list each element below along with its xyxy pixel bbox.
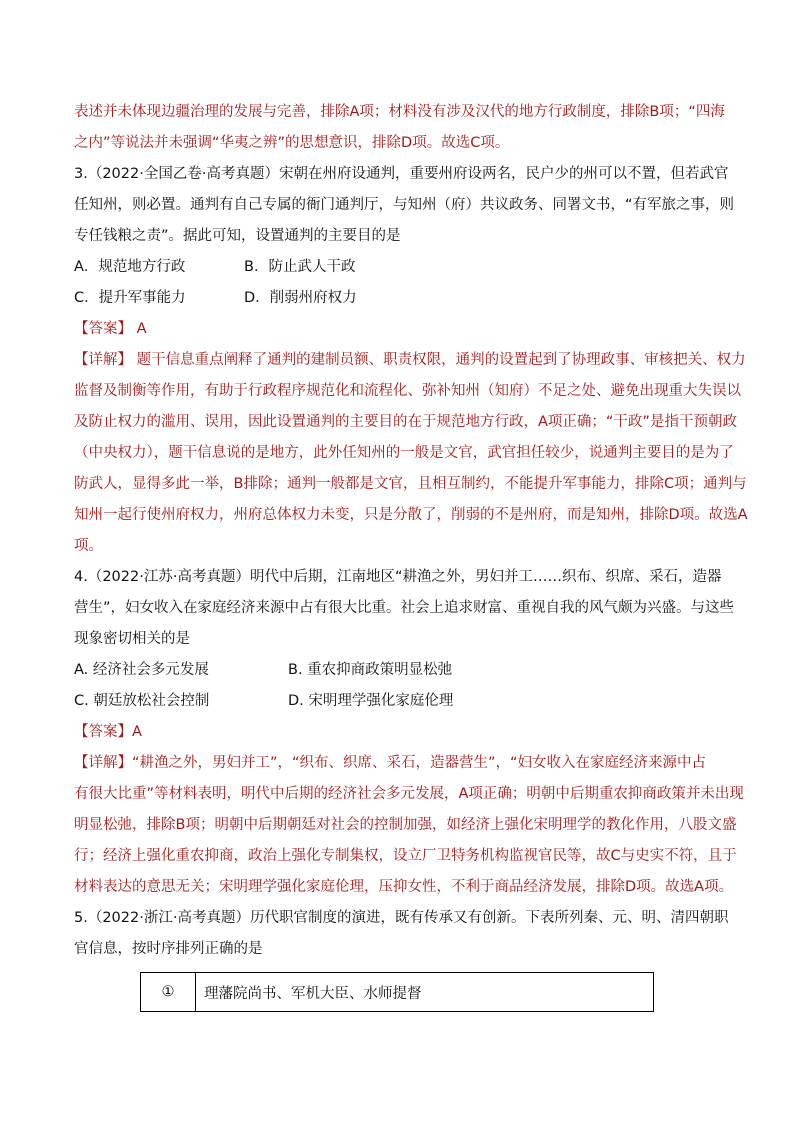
answer-text-line: 【详解】“耕渔之外，男妇并工”，“织布、织席、采石，造器营生”，“妇女收入在家庭经济来源中占 [74, 755, 707, 771]
answer-text-line: 项。 [74, 538, 103, 554]
answer-text-line: （中央权力），题干信息说的是地方，此外任知州的一般是文官，武官担任较少，说通判主要目的是为了 [74, 445, 734, 461]
question-text-line: 任知州，则必置。通判有自己专属的衙门通判厅，与知州（府）共议政务、同署文书，“有军旅之事，则 [74, 197, 735, 213]
answer-text-line: 【答案】 A [74, 321, 147, 337]
option-item: B. 重农抑商政策明显松弛 [288, 662, 453, 678]
option-item: C．提升军事能力 [74, 290, 186, 306]
option-item: D. 宋明理学强化家庭伦理 [288, 693, 454, 709]
question-text-line: 4.（2022·江苏·高考真题）明代中后期，江南地区“耕渔之外，男妇并工……织布、织席、采石，造器 [74, 569, 722, 585]
question-text-line: 3.（2022·全国乙卷·高考真题）宋朝在州府设通判，重要州府设两名，民户少的州可以不置，但若武官 [74, 166, 729, 182]
answer-text-line: 防武人，显得多此一举，B排除；通判一般都是文官，且相互制约，不能提升军事能力，排除C项；通判与 [74, 476, 747, 492]
answer-text-line: 行；经济上强化重农抑商，政治上强化专制集权，设立厂卫特务机构监视官民等，故C与史实不符，且于 [74, 848, 737, 864]
question-text-line: 现象密切相关的是 [74, 631, 190, 647]
option-item: C. 朝廷放松社会控制 [74, 693, 210, 709]
option-item: D．削弱州府权力 [244, 290, 357, 306]
answer-text-line: 材料表达的意思无关；宋明理学强化家庭伦理，压抑女性，不利于商品经济发展，排除D项。故选A项。 [74, 879, 734, 895]
answer-text-line: 知州一起行使州府权力，州府总体权力未变，只是分散了，削弱的不是州府，而是知州，排除D项。故选A [74, 507, 748, 523]
answer-text-line: 监督及制衡等作用，有助于行政程序规范化和流程化、弥补知州（知府）不足之处、避免出现重大失误以 [74, 383, 741, 399]
table-row-number: ① [141, 973, 196, 1012]
table-row-content: 理藩院尚书、军机大臣、水师提督 [196, 973, 654, 1012]
question-text-line: 官信息，按时序排列正确的是 [74, 941, 263, 957]
official-table [140, 972, 654, 1012]
answer-text-line: 有很大比重”等材料表明，明代中后期的经济社会多元发展，A项正确；明朝中后期重农抑商政策并未出现 [74, 786, 744, 802]
question-text-line: 5.（2022·浙江·高考真题）历代职官制度的演进，既有传承又有创新。下表所列秦、元、明、清四朝职 [74, 910, 729, 926]
answer-text-line: 及防止权力的滥用、误用，因此设置通判的主要目的在于规范地方行政，A项正确；“干政”是指干预朝政 [74, 414, 737, 430]
answer-text-line: 【详解】 题干信息重点阐释了通判的建制员额、职责权限，通判的设置起到了协理政事、审核把关、权力 [74, 352, 746, 368]
question-text-line: 营生”，妇女收入在家庭经济来源中占有很大比重。社会上追求财富、重视自我的风气颇为兴盛。与这些 [74, 600, 735, 616]
answer-text-line: 明显松弛，排除B项；明朝中后期朝廷对社会的控制加强，如经济上强化宋明理学的教化作用，八股文盛 [74, 817, 737, 833]
option-item: A. 经济社会多元发展 [74, 662, 209, 678]
option-item: B．防止武人干政 [244, 259, 356, 275]
option-item: A．规范地方行政 [74, 259, 186, 275]
question-text-line: 专任钱粮之责”。据此可知，设置通判的主要目的是 [74, 228, 401, 244]
answer-text-line: 【答案】A [74, 724, 142, 740]
table-row [141, 973, 654, 1012]
answer-text-line: 之内”等说法并未强调“华夷之辨”的思想意识，排除D项。故选C项。 [74, 135, 510, 151]
answer-text-line: 表述并未体现边疆治理的发展与完善，排除A项；材料没有涉及汉代的地方行政制度，排除B项；“四海 [74, 104, 725, 120]
